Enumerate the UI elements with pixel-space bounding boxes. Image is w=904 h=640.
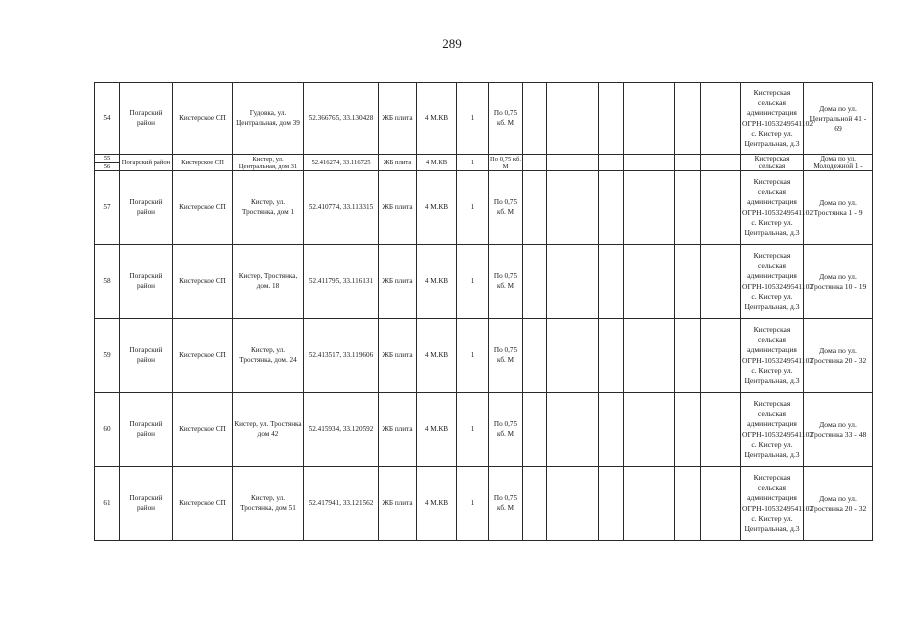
count-cell: 1 — [457, 245, 489, 319]
address-cell: Кистер, ул. Тростянка, дом 51 — [233, 467, 304, 541]
table-row — [95, 171, 873, 245]
address-cell: Кистер, Тростянка, дом. 18 — [233, 245, 304, 319]
empty-cell — [523, 245, 547, 319]
volume-cell: По 0,75 кб. М — [489, 467, 523, 541]
administration-cell: Кистерская сельская администрация ОГРН-1053249541102 с. Кистер ул. Центральная, д.3 — [741, 171, 804, 245]
area-cell: 4 М.КВ — [417, 83, 457, 155]
row-number-a: 55 — [103, 155, 111, 162]
empty-cell — [624, 155, 675, 171]
table-row — [95, 319, 873, 393]
coordinates-cell: 52.415934, 33.120592 — [304, 393, 379, 467]
area-cell: 4 М.КВ — [417, 393, 457, 467]
district-cell: Погарский район — [120, 467, 173, 541]
volume-cell: По 0,75 кб. М — [489, 319, 523, 393]
coordinates-cell: 52.411795, 33.116131 — [304, 245, 379, 319]
coordinates-cell: 52.410774, 33.113315 — [304, 171, 379, 245]
empty-cell — [599, 467, 624, 541]
address-cell: Гудовка, ул. Центральная, дом 39 — [233, 83, 304, 155]
empty-cell — [599, 393, 624, 467]
material-cell: ЖБ плита — [379, 155, 417, 171]
row-number — [95, 155, 120, 171]
administration-cell: Кистерская сельская администрация ОГРН-1053249541102 с. Кистер ул. Центральная, д.3 — [741, 319, 804, 393]
count-cell: 1 — [457, 155, 489, 171]
empty-cell — [547, 83, 599, 155]
empty-cell — [675, 393, 701, 467]
empty-cell — [701, 393, 741, 467]
empty-cell — [701, 155, 741, 171]
empty-cell — [599, 155, 624, 171]
row-number: 61 — [95, 467, 120, 541]
houses-cell: Дома по ул. Тростянка 33 - 48 — [804, 393, 873, 467]
empty-cell — [523, 393, 547, 467]
district-cell: Погарский район — [120, 155, 173, 171]
empty-cell — [675, 171, 701, 245]
houses-cell: Дома по ул. Тростянка 20 - 32 — [804, 319, 873, 393]
area-cell: 4 М.КВ — [417, 155, 457, 171]
row-number: 57 — [95, 171, 120, 245]
empty-cell — [701, 171, 741, 245]
empty-cell — [701, 319, 741, 393]
empty-cell — [523, 83, 547, 155]
row-number: 58 — [95, 245, 120, 319]
administration-cell: Кистерская сельская — [741, 155, 804, 171]
empty-cell — [523, 467, 547, 541]
coordinates-cell: 52.416274, 33.116725 — [304, 155, 379, 171]
empty-cell — [624, 467, 675, 541]
district-cell: Погарский район — [120, 245, 173, 319]
coordinates-cell: 52.413517, 33.119606 — [304, 319, 379, 393]
address-cell: Кистер, ул. Центральная, дом 31 — [233, 155, 304, 171]
count-cell: 1 — [457, 393, 489, 467]
volume-cell: По 0,75 кб. М — [489, 245, 523, 319]
count-cell: 1 — [457, 171, 489, 245]
district-cell: Погарский район — [120, 171, 173, 245]
settlement-cell: Кистерское СП — [173, 467, 233, 541]
empty-cell — [547, 155, 599, 171]
district-cell: Погарский район — [120, 393, 173, 467]
volume-cell: По 0,75 кб. М — [489, 171, 523, 245]
empty-cell — [675, 245, 701, 319]
settlement-cell: Кистерское СП — [173, 245, 233, 319]
empty-cell — [675, 467, 701, 541]
empty-cell — [624, 245, 675, 319]
empty-cell — [599, 245, 624, 319]
volume-cell: По 0,75 кб. М — [489, 83, 523, 155]
empty-cell — [547, 467, 599, 541]
material-cell: ЖБ плита — [379, 83, 417, 155]
district-cell: Погарский район — [120, 83, 173, 155]
empty-cell — [675, 83, 701, 155]
table-row — [95, 245, 873, 319]
page-number: 289 — [442, 36, 462, 51]
volume-cell: По 0,75 кб. М — [489, 393, 523, 467]
table-row — [95, 467, 873, 541]
address-cell: Кистер, ул. Тростянка дом 42 — [233, 393, 304, 467]
table-row — [95, 83, 873, 155]
administration-cell: Кистерская сельская администрация ОГРН-1053249541102 с. Кистер ул. Центральная, д.3 — [741, 467, 804, 541]
administration-cell: Кистерская сельская администрация ОГРН-1053249541102 с. Кистер ул. Центральная, д.3 — [741, 245, 804, 319]
empty-cell — [624, 83, 675, 155]
row-number-b: 56 — [103, 163, 111, 170]
administration-cell: Кистерская сельская администрация ОГРН-1053249541102 с. Кистер ул. Центральная, д.3 — [741, 83, 804, 155]
row-number: 60 — [95, 393, 120, 467]
volume-cell: По 0,75 кб. М — [490, 155, 521, 170]
empty-cell — [624, 393, 675, 467]
settlement-cell: Кистерское СП — [173, 155, 233, 171]
empty-cell — [624, 171, 675, 245]
houses-cell: Дома по ул. Центральной 41 - 69 — [804, 83, 873, 155]
houses-cell: Дома по ул. Тростянка 1 - 9 — [804, 171, 873, 245]
coordinates-cell: 52.417941, 33.121562 — [304, 467, 379, 541]
empty-cell — [599, 83, 624, 155]
empty-cell — [599, 319, 624, 393]
address-cell: Кистер, ул. Тростянка, дом 1 — [233, 171, 304, 245]
empty-cell — [675, 155, 701, 171]
area-cell: 4 М.КВ — [417, 467, 457, 541]
settlement-cell: Кистерское СП — [173, 319, 233, 393]
count-cell: 1 — [457, 83, 489, 155]
empty-cell — [547, 171, 599, 245]
row-number: 59 — [95, 319, 120, 393]
empty-cell — [523, 319, 547, 393]
empty-cell — [547, 393, 599, 467]
material-cell: ЖБ плита — [379, 245, 417, 319]
count-cell: 1 — [457, 319, 489, 393]
settlement-cell: Кистерское СП — [173, 83, 233, 155]
coordinates-cell: 52.366765, 33.130428 — [304, 83, 379, 155]
material-cell: ЖБ плита — [379, 171, 417, 245]
area-cell: 4 М.КВ — [417, 245, 457, 319]
empty-cell — [624, 319, 675, 393]
area-cell: 4 М.КВ — [417, 171, 457, 245]
empty-cell — [547, 319, 599, 393]
district-cell: Погарский район — [120, 319, 173, 393]
settlement-cell: Кистерское СП — [173, 393, 233, 467]
settlement-cell: Кистерское СП — [173, 171, 233, 245]
registry-body — [95, 83, 873, 541]
address-cell: Кистер, ул. Тростянка, дом. 24 — [233, 319, 304, 393]
material-cell: ЖБ плита — [379, 393, 417, 467]
empty-cell — [701, 467, 741, 541]
houses-cell: Дома по ул. Молодежной 1 - — [804, 155, 873, 171]
material-cell: ЖБ плита — [379, 467, 417, 541]
empty-cell — [675, 319, 701, 393]
material-cell: ЖБ плита — [379, 319, 417, 393]
table-row — [95, 393, 873, 467]
empty-cell — [547, 245, 599, 319]
empty-cell — [701, 245, 741, 319]
count-cell: 1 — [457, 467, 489, 541]
empty-cell — [599, 171, 624, 245]
empty-cell — [523, 155, 547, 171]
empty-cell — [523, 171, 547, 245]
houses-cell: Дома по ул. Тростянка 10 - 19 — [804, 245, 873, 319]
empty-cell — [701, 83, 741, 155]
houses-cell: Дома по ул. Тростянка 20 - 32 — [804, 467, 873, 541]
table-row — [95, 155, 873, 171]
row-number: 54 — [95, 83, 120, 155]
registry-table — [94, 82, 873, 541]
administration-cell: Кистерская сельская администрация ОГРН-1053249541102 с. Кистер ул. Центральная, д.3 — [741, 393, 804, 467]
area-cell: 4 М.КВ — [417, 319, 457, 393]
